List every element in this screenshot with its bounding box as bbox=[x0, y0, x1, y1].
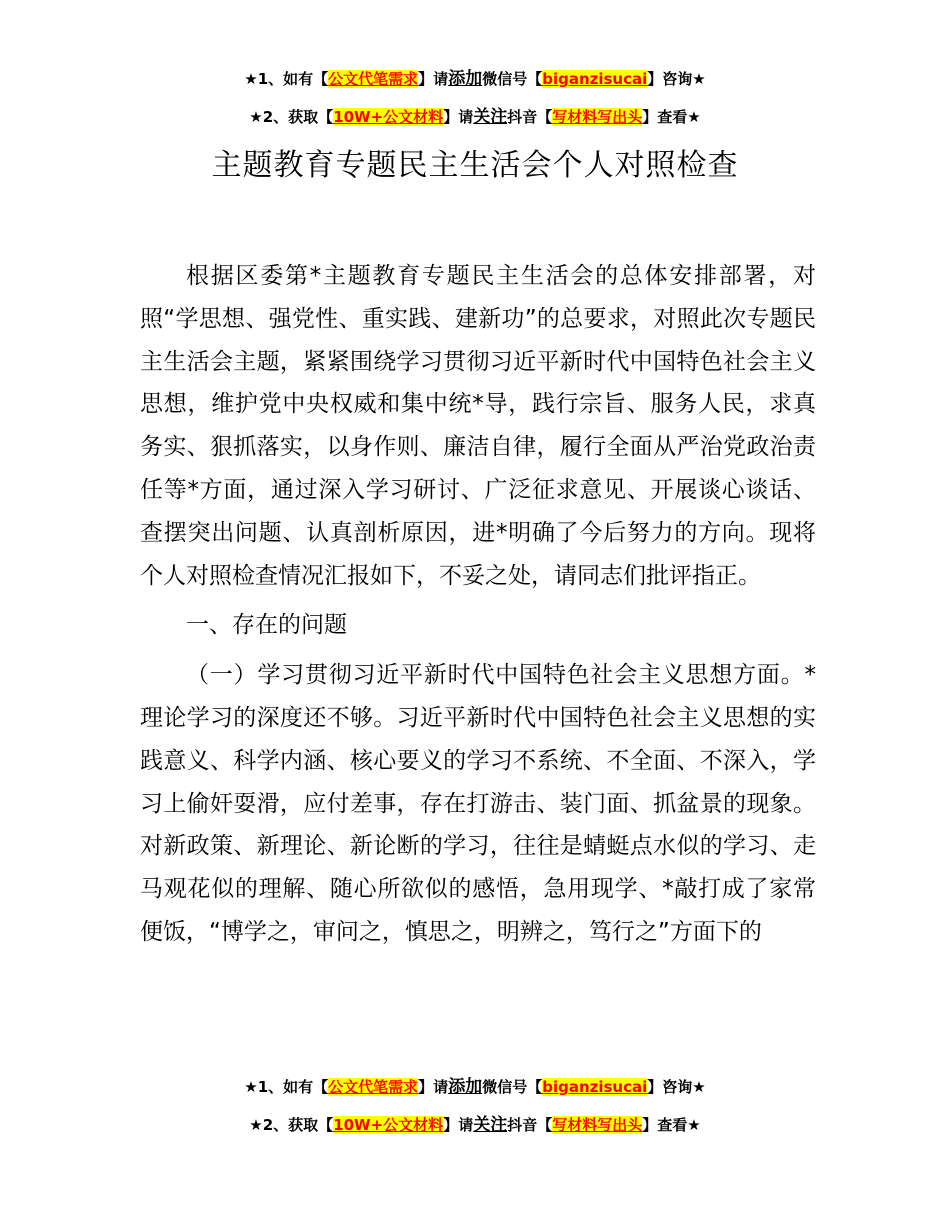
service-highlight: 公文代笔需求 bbox=[328, 1078, 419, 1096]
star-icon: ★ bbox=[687, 108, 701, 126]
star-icon: ★ bbox=[692, 70, 706, 88]
add-emphasis: 添加 bbox=[448, 69, 483, 89]
douyin-id-highlight: 写材料写出头 bbox=[552, 108, 643, 126]
douyin-id-highlight: 写材料写出头 bbox=[552, 1116, 643, 1134]
star-icon: ★ bbox=[244, 1078, 258, 1096]
intro-paragraph: 根据区委第*主题教育专题民主生活会的总体安排部署，对照“学思想、强党性、重实践、建新功”的总要求，对照此次专题民主生活会主题，紧紧围绕学习贯彻习近平新时代中国特色社会主义思想，维护党中央权威和集中统*导，践行宗旨、服务人民，求真务实、狠抓落实，以身作则、廉洁自律，履行全面从严治党政治责任等*方面，通过深入学习研讨、广泛征求意见、开展谈心谈话、查摆突出问题、认真剖析原因，进*明确了今后努力的方向。现将个人对照检查情况汇报如下，不妥之处，请同志们批评指正。 bbox=[140, 263, 816, 589]
wechat-id-highlight: biganzisucai bbox=[542, 1078, 648, 1096]
document-title: 主题教育专题民主生活会个人对照检查 bbox=[211, 148, 739, 183]
section-heading: 一、存在的问题 bbox=[186, 612, 347, 639]
top-banner-line-1: ★1、如有【公文代笔需求】请添加微信号【biganzisucai】咨询★ bbox=[244, 69, 706, 89]
document-body bbox=[140, 255, 816, 954]
top-banner-line-2: ★2、获取【10W+公文材料】请关注抖音【写材料写出头】查看★ bbox=[249, 107, 701, 127]
wechat-id-highlight: biganzisucai bbox=[542, 70, 648, 88]
follow-emphasis: 关注 bbox=[473, 1115, 508, 1135]
bottom-banner-line-2: ★2、获取【10W+公文材料】请关注抖音【写材料写出头】查看★ bbox=[249, 1115, 701, 1135]
star-icon: ★ bbox=[249, 108, 263, 126]
follow-emphasis: 关注 bbox=[473, 107, 508, 127]
star-icon: ★ bbox=[692, 1078, 706, 1096]
bottom-banner-line-1: ★1、如有【公文代笔需求】请添加微信号【biganzisucai】咨询★ bbox=[244, 1077, 706, 1097]
service-highlight: 公文代笔需求 bbox=[328, 70, 419, 88]
star-icon: ★ bbox=[244, 70, 258, 88]
star-icon: ★ bbox=[687, 1116, 701, 1134]
add-emphasis: 添加 bbox=[448, 1077, 483, 1097]
problem-paragraph: （一）学习贯彻习近平新时代中国特色社会主义思想方面。*理论学习的深度还不够。习近平新时代中国特色社会主义思想的实践意义、科学内涵、核心要义的学习不系统、不全面、不深入，学习上偷奸耍滑，应付差事，存在打游击、装门面、抓盆景的现象。对新政策、新理论、新论断的学习，往往是蜻蜓点水似的学习、走马观花似的理解、随心所欲似的感悟，急用现学、*敲打成了家常便饭，“博学之，审问之，慎思之，明辨之，笃行之”方面下的 bbox=[140, 662, 816, 945]
materials-highlight: 10W+公文材料 bbox=[333, 1116, 444, 1134]
materials-highlight: 10W+公文材料 bbox=[333, 108, 444, 126]
star-icon: ★ bbox=[249, 1116, 263, 1134]
